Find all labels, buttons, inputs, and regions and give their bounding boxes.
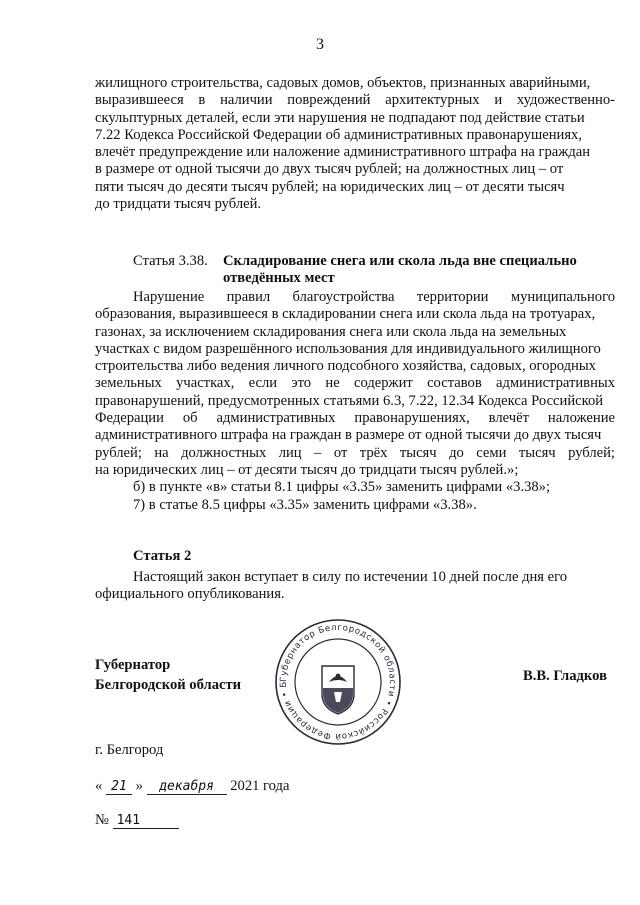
text-line: газонах, за исключением складирования снега или скола льда на земельных [95,323,567,340]
text-line: выразившееся в наличии повреждений архитектурных и художественно- [95,92,615,109]
text-line: земельных участках, если это не содержит составов административных [95,375,615,392]
intro-paragraph [95,75,615,213]
amendment-item: б) в пункте «в» статьи 8.1 цифры «3.35» заменить цифрами «3.38»; [133,479,551,496]
number-value: 141 [113,813,179,829]
text-line: Настоящий закон вступает в силу по истечении 10 дней после дня его [133,569,568,585]
official-seal [274,618,402,746]
text-line: 7.22 Кодекса Российской Федерации об административных правонарушениях, [95,126,582,143]
article-body [95,289,615,514]
article-2-body [95,569,615,604]
article-number: Статья 3.38. [133,253,208,269]
text-line: в размере от одной тысячи до двух тысяч рублей; на должностных лиц – от [95,161,564,178]
amendment-item: 7) в статье 8.5 цифры «3.35» заменить цифрами «3.38». [133,496,477,513]
text-line: пяти тысяч до десяти тысяч рублей; на юридических лиц – от десяти тысяч [95,178,565,195]
signatory-position [95,655,241,695]
article-title-continued: отведённых мест [223,270,335,287]
position-line: Белгородской области [95,677,242,693]
date-year: 2021 года [230,778,290,794]
article-2-title: Статья 2 [133,548,192,564]
text-line: правонарушений, предусмотренных статьями 6.3, 7.22, 12.34 Кодекса Российской [95,392,604,409]
signing-date [95,778,289,795]
date-month: декабря [147,779,227,795]
text-line: скульптурных деталей, если эти нарушения не подпадают под действие статьи [95,109,585,126]
text-line: официального опубликования. [95,586,285,603]
city: г. Белгород [95,742,164,758]
text-line: Нарушение правил благоустройства территории муниципального [133,289,615,305]
text-line: образования, выразившееся в складировании снега или скола льда на тротуарах, [95,306,596,323]
document-number [95,812,179,829]
text-line: жилищного строительства, садовых домов, объектов, признанных аварийными, [95,75,591,91]
signatory-name: В.В. Гладков [523,668,607,684]
text-line: Федерации об административных правонарушениях, влечёт наложение [95,410,615,427]
text-line: на юридических лиц – от десяти тысяч до тридцати тысяч рублей.»; [95,461,519,478]
text-line: влечёт предупреждение или наложение административного штрафа на граждан [95,144,591,161]
text-line: административного штрафа на граждан в размере от одной тысячи до двух тысяч [95,427,602,444]
position-line: Губернатор [95,657,171,673]
article-heading [133,253,613,288]
number-sign: № [95,812,109,828]
text-line: строительства либо ведения личного подсобного хозяйства, садовых, огородных [95,358,596,375]
date-open-quote: « [95,778,103,794]
page-number: 3 [316,36,324,53]
text-line: участках с видом разрешённого использования для индивидуального жилищного [95,340,601,357]
text-line: рублей; на должностных лиц – от трёх тысяч до семи тысяч рублей; [95,444,615,461]
article-title: Складирование снега или скола льда вне специально [223,253,577,269]
seal-lettering: Губернатор Белгородской области • Российской Федерации • Б [278,622,398,742]
text-line: до тридцати тысяч рублей. [95,196,262,213]
date-close-quote: » [135,778,143,794]
date-day: 21 [106,779,132,795]
